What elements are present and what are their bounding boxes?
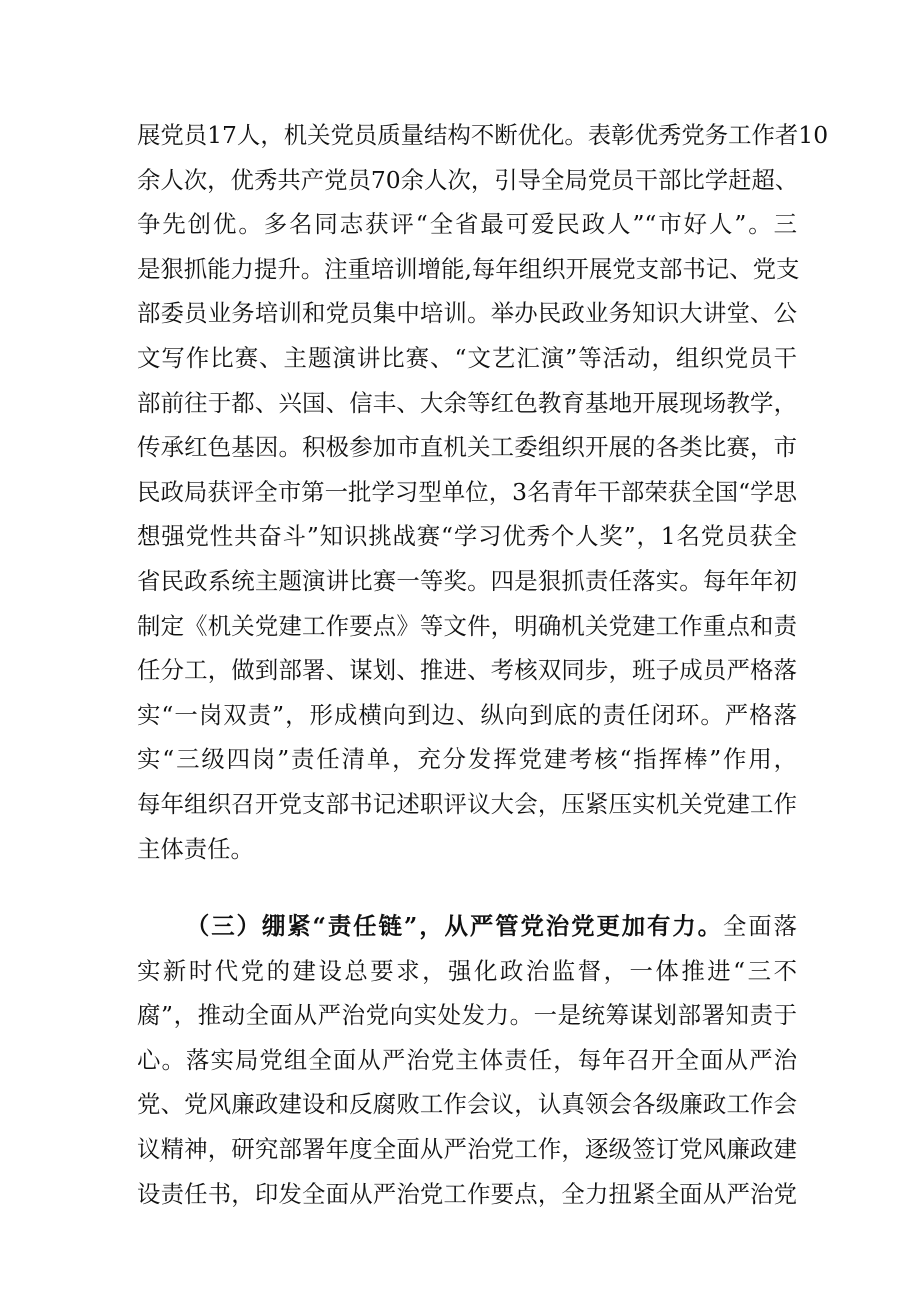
section-heading: （三）绷紧“责任链”，从严管党治党更加有力。: [184, 912, 723, 941]
text-line: 实“一岗双责”，形成横向到边、纵向到底的责任闭环。严格落: [137, 700, 797, 729]
text-line: 民政局获评全市第一批学习型单位，3名青年干部荣获全国“学思: [137, 477, 797, 506]
text-line: 想强党性共奋斗”知识挑战赛“学习优秀个人奖”，1名党员获全: [137, 522, 797, 551]
text-line: 腐”，推动全面从严治党向实处发力。一是统筹谋划部署知责于: [137, 1001, 797, 1030]
paragraph-gap: [137, 871, 797, 904]
text-line: 实新时代党的建设总要求，强化政治监督，一体推进“三不: [137, 956, 797, 985]
text-line: 展党员17人，机关党员质量结构不断优化。表彰优秀党务工作者10: [137, 121, 829, 149]
text-line: 实“三级四岗”责任清单，充分发挥党建考核“指挥棒”作用，: [137, 745, 797, 774]
paragraph-1: [137, 113, 829, 871]
text-line: 是狠抓能力提升。注重培训增能,每年组织开展党支部书记、党支: [137, 254, 800, 283]
text-line: 文写作比赛、主题演讲比赛、“文艺汇演”等活动，组织党员干: [137, 343, 797, 372]
paragraph-2: [137, 904, 797, 1216]
text-line: 部委员业务培训和党员集中培训。举办民政业务知识大讲堂、公: [137, 299, 797, 328]
text-line: 主体责任。: [137, 834, 254, 863]
heading-line-rest: 全面落: [722, 912, 797, 941]
text-line: [137, 904, 797, 949]
text-line: 任分工，做到部署、谋划、推进、考核双同步，班子成员严格落: [137, 656, 797, 685]
text-line: 传承红色基因。积极参加市直机关工委组织开展的各类比赛，市: [137, 433, 797, 462]
text-line: 部前往于都、兴国、信丰、大余等红色教育基地开展现场教学，: [137, 388, 797, 417]
text-line: 议精神，研究部署年度全面从严治党工作，逐级签订党风廉政建: [137, 1135, 797, 1164]
text-line: 省民政系统主题演讲比赛一等奖。四是狠抓责任落实。每年年初: [137, 566, 797, 595]
document-body: [137, 113, 829, 1216]
text-line: 争先创优。多名同志获评“全省最可爱民政人”“市好人”。三: [137, 210, 797, 239]
text-line: 党、党风廉政建设和反腐败工作会议，认真领会各级廉政工作会: [137, 1090, 797, 1119]
text-line: 制定《机关党建工作要点》等文件，明确机关党建工作重点和责: [137, 611, 797, 640]
text-line: 余人次，优秀共产党员70余人次，引导全局党员干部比学赶超、: [137, 165, 799, 194]
text-line: 设责任书，印发全面从严治党工作要点，全力扭紧全面从严治党: [137, 1179, 797, 1208]
text-line: 每年组织召开党支部书记述职评议大会，压紧压实机关党建工作: [137, 789, 797, 818]
text-line: 心。落实局党组全面从严治党主体责任，每年召开全面从严治: [137, 1045, 797, 1074]
